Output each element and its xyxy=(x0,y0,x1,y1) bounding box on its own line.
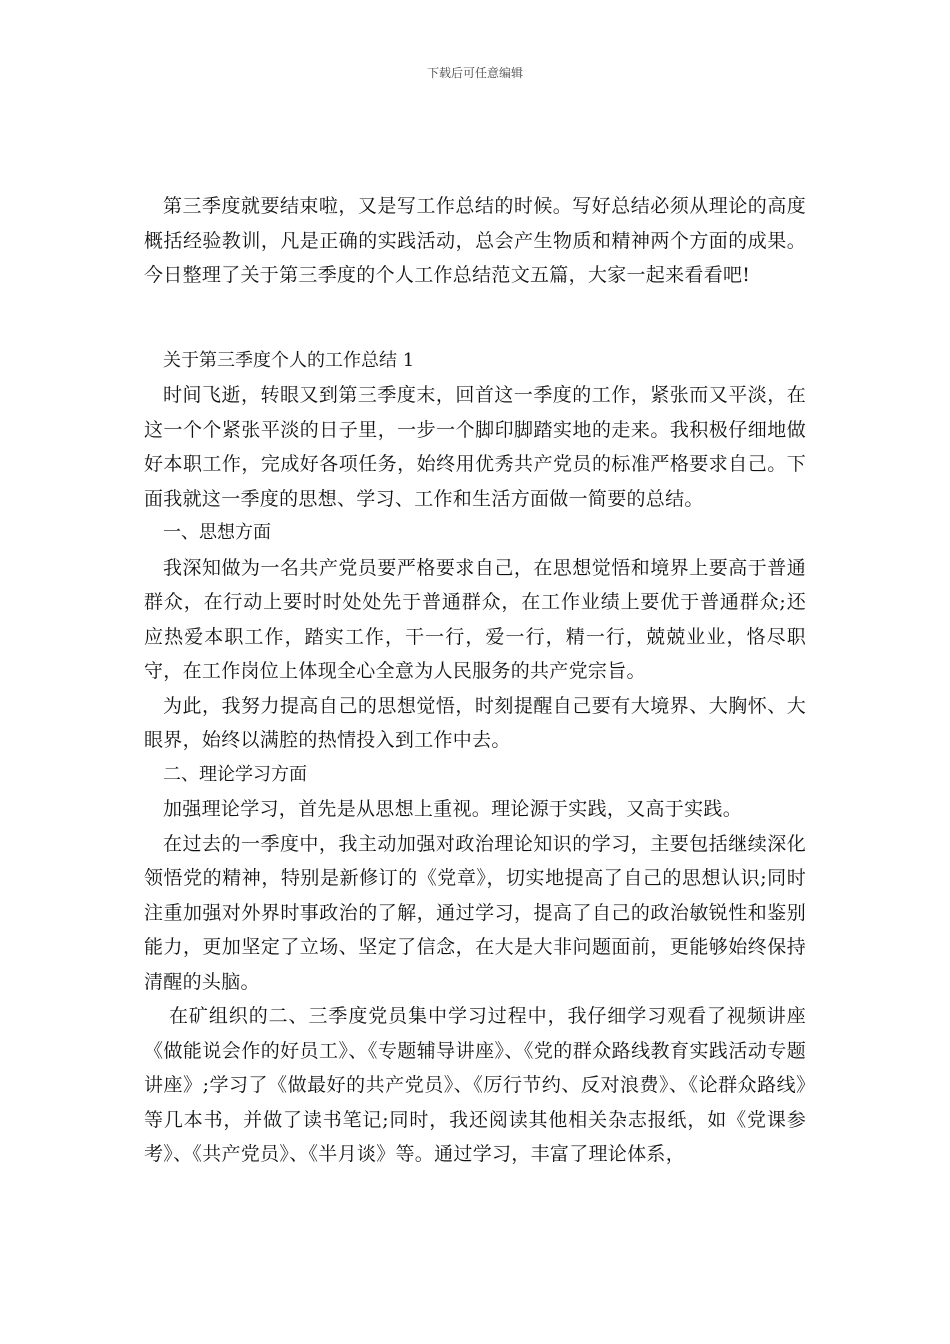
body-paragraph: 加强理论学习，首先是从思想上重视。理论源于实践，又高于实践。 xyxy=(163,798,743,820)
paragraph-gap xyxy=(144,293,806,344)
section-title: 关于第三季度个人的工作总结 1 xyxy=(163,349,415,371)
body-paragraph: 我深知做为一名共产党员要严格要求自己，在思想觉悟和境界上要高于普通群众，在行动上要时时处处先于普通群众，在工作业绩上要优于普通群众;还应热爱本职工作，踏实工作，干一行，爱一行，精一行，兢兢业业，恪尽职守，在工作岗位上体现全心全意为人民服务的共产党宗旨。 xyxy=(144,556,806,682)
subheading-theory: 二、理论学习方面 xyxy=(163,763,307,785)
page-header-note: 下载后可任意编辑 xyxy=(426,66,523,80)
intro-paragraph: 第三季度就要结束啦，又是写工作总结的时候。写好总结必须从理论的高度概括经验教训，凡是正确的实践活动，总会产生物质和精神两个方面的成果。今日整理了关于第三季度的个人工作总结范文五篇，大家一起来看看吧! xyxy=(144,195,806,286)
body-paragraph: 时间飞逝，转眼又到第三季度末，回首这一季度的工作，紧张而又平淡，在这一个个紧张平淡的日子里，一步一个脚印脚踏实地的走来。我积极仔细地做好本职工作，完成好各项任务，始终用优秀共产党员的标准严格要求自己。下面我就这一季度的思想、学习、工作和生活方面做一简要的总结。 xyxy=(144,384,806,510)
body-paragraph: 为此，我努力提高自己的思想觉悟，时刻提醒自己要有大境界、大胸怀、大眼界，始终以满腔的热情投入到工作中去。 xyxy=(144,694,806,751)
body-paragraph: 在矿组织的二、三季度党员集中学习过程中，我仔细学习观看了视频讲座《做能说会作的好员工》、《专题辅导讲座》、《党的群众路线教育实践活动专题讲座》;学习了《做最好的共产党员》、《厉行节约、反对浪费》、《论群众路线》等几本书，并做了读书笔记;同时，我还阅读其他相关杂志报纸，如《党课参考》、《共产党员》、《半月谈》等。通过学习，丰富了理论体系， xyxy=(144,1005,806,1165)
subheading-thought: 一、思想方面 xyxy=(163,522,271,543)
document-body xyxy=(144,189,806,1172)
body-paragraph: 在过去的一季度中，我主动加强对政治理论知识的学习，主要包括继续深化领悟党的精神，特别是新修订的《党章》，切实地提高了自己的思想认识;同时注重加强对外界时事政治的了解，通过学习，提高了自己的政治敏锐性和鉴别能力，更加坚定了立场、坚定了信念，在大是大非问题面前，更能够始终保持清醒的头脑。 xyxy=(144,832,806,993)
